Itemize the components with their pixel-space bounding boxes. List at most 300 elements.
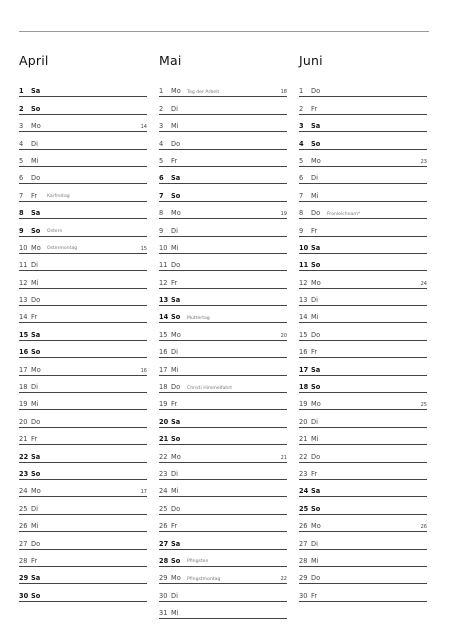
day-row — [19, 115, 147, 132]
day-number: 7 — [159, 191, 164, 200]
weekday-label: So — [31, 469, 41, 478]
day-number: 8 — [299, 209, 304, 218]
day-row — [299, 480, 427, 497]
weekday-label: Di — [31, 383, 38, 392]
holiday-label: Muttertag — [187, 315, 210, 321]
day-row — [19, 323, 147, 340]
day-row — [19, 202, 147, 219]
day-row — [19, 428, 147, 445]
day-row — [299, 393, 427, 410]
weekday-label: Do — [31, 539, 41, 548]
holiday-label: Karfreitag — [47, 194, 70, 200]
weekday-label: Sa — [31, 209, 41, 218]
day-number: 9 — [19, 226, 24, 235]
day-row — [19, 410, 147, 427]
weekday-label: Di — [171, 348, 178, 357]
day-number: 16 — [19, 348, 29, 357]
day-number: 21 — [299, 435, 308, 444]
day-number: 23 — [299, 469, 308, 478]
day-row — [299, 463, 427, 480]
day-number: 30 — [299, 591, 308, 600]
day-row — [299, 132, 427, 149]
weekday-label: Di — [171, 226, 178, 235]
day-row — [159, 115, 287, 132]
day-number: 25 — [19, 504, 28, 513]
day-row — [159, 97, 287, 114]
day-number: 16 — [299, 348, 308, 357]
day-row — [19, 358, 147, 375]
month-column-april — [19, 52, 147, 602]
day-number: 8 — [159, 209, 164, 218]
day-number: 21 — [19, 435, 28, 444]
weekday-label: Fr — [311, 348, 318, 357]
day-number: 15 — [19, 330, 29, 339]
day-number: 13 — [159, 296, 169, 305]
weekday-label: Di — [31, 504, 38, 513]
weekday-label: Fr — [171, 400, 178, 409]
week-number: 16 — [140, 367, 147, 374]
week-number: 20 — [280, 332, 287, 339]
day-row — [299, 323, 427, 340]
day-row — [19, 237, 147, 254]
weekday-label: So — [31, 591, 41, 600]
day-number: 31 — [159, 609, 168, 618]
weekday-label: Mo — [171, 452, 181, 461]
day-row — [299, 341, 427, 358]
day-list — [19, 80, 147, 602]
day-row — [159, 289, 287, 306]
day-row — [299, 289, 427, 306]
weekday-label: Fr — [171, 522, 178, 531]
day-row — [299, 497, 427, 514]
weekday-label: Sa — [31, 87, 41, 96]
weekday-label: Sa — [311, 243, 321, 252]
day-number: 18 — [159, 383, 168, 392]
weekday-label: Fr — [311, 591, 318, 600]
day-number: 9 — [159, 226, 164, 235]
week-number: 18 — [280, 89, 287, 96]
day-row — [19, 80, 147, 97]
weekday-label: So — [311, 504, 321, 513]
day-row — [19, 567, 147, 584]
day-row — [19, 515, 147, 532]
day-number: 17 — [19, 365, 28, 374]
week-number: 17 — [140, 489, 147, 496]
week-number: 14 — [140, 124, 147, 131]
day-row — [159, 532, 287, 549]
weekday-label: Sa — [171, 296, 181, 305]
day-number: 20 — [299, 417, 308, 426]
week-number: 21 — [280, 454, 287, 461]
day-number: 14 — [299, 313, 308, 322]
day-number: 11 — [19, 261, 28, 270]
weekday-label: Mo — [171, 87, 181, 96]
weekday-label: So — [31, 104, 41, 113]
day-row — [19, 132, 147, 149]
weekday-label: Mo — [171, 330, 181, 339]
holiday-label: Ostern — [47, 229, 63, 235]
holiday-label: Fronleichnam* — [327, 211, 361, 217]
day-row — [19, 184, 147, 201]
day-row — [299, 358, 427, 375]
weekday-label: Mi — [31, 156, 39, 165]
day-row — [159, 219, 287, 236]
day-number: 2 — [159, 104, 164, 113]
day-row — [159, 271, 287, 288]
top-rule — [19, 31, 429, 32]
day-number: 3 — [19, 122, 24, 131]
weekday-label: Do — [31, 174, 41, 183]
day-number: 30 — [159, 591, 168, 600]
day-number: 7 — [19, 191, 24, 200]
day-number: 23 — [19, 469, 29, 478]
weekday-label: Do — [31, 296, 41, 305]
day-row — [159, 393, 287, 410]
day-number: 24 — [159, 487, 168, 496]
weekday-label: Mo — [31, 122, 41, 131]
day-row — [299, 237, 427, 254]
day-row — [19, 150, 147, 167]
day-list — [159, 80, 287, 619]
day-row — [159, 497, 287, 514]
weekday-label: Do — [171, 261, 181, 270]
day-number: 19 — [299, 400, 308, 409]
day-row — [159, 306, 287, 323]
weekday-label: Sa — [171, 174, 181, 183]
weekday-label: Mi — [311, 313, 319, 322]
weekday-label: Do — [311, 87, 321, 96]
day-number: 29 — [299, 574, 308, 583]
day-number: 25 — [299, 504, 309, 513]
week-number: 26 — [420, 524, 427, 531]
weekday-label: Mi — [171, 609, 179, 618]
day-number: 24 — [19, 487, 28, 496]
weekday-label: Mi — [171, 122, 179, 131]
weekday-label: Do — [311, 574, 321, 583]
day-row — [19, 97, 147, 114]
day-row — [159, 515, 287, 532]
day-number: 7 — [299, 191, 304, 200]
day-number: 2 — [19, 104, 24, 113]
day-number: 15 — [159, 330, 168, 339]
day-row — [19, 480, 147, 497]
month-title: Mai — [159, 53, 182, 68]
day-row — [159, 376, 287, 393]
day-row — [299, 254, 427, 271]
day-row — [159, 254, 287, 271]
day-number: 25 — [159, 504, 168, 513]
day-number: 17 — [159, 365, 168, 374]
day-number: 10 — [299, 243, 309, 252]
day-row — [299, 410, 427, 427]
day-number: 11 — [159, 261, 168, 270]
day-row — [159, 602, 287, 619]
day-number: 30 — [19, 591, 29, 600]
week-number: 23 — [420, 158, 427, 165]
holiday-label: Tag der Arbeit — [187, 89, 220, 95]
day-row — [159, 80, 287, 97]
day-number: 4 — [159, 139, 164, 148]
day-row — [159, 202, 287, 219]
day-number: 22 — [299, 452, 308, 461]
day-row — [159, 323, 287, 340]
day-row — [299, 150, 427, 167]
weekday-label: Mo — [171, 574, 181, 583]
day-number: 3 — [299, 122, 304, 131]
day-number: 8 — [19, 209, 24, 218]
day-row — [159, 445, 287, 462]
day-number: 29 — [19, 574, 29, 583]
weekday-label: Fr — [311, 104, 318, 113]
weekday-label: Di — [171, 591, 178, 600]
month-title: Juni — [299, 53, 323, 68]
week-number: 24 — [420, 280, 427, 287]
weekday-label: Sa — [311, 487, 321, 496]
day-number: 22 — [159, 452, 168, 461]
weekday-label: Di — [31, 261, 38, 270]
weekday-label: Sa — [31, 330, 41, 339]
day-number: 28 — [299, 556, 308, 565]
day-row — [19, 306, 147, 323]
day-number: 1 — [159, 87, 164, 96]
day-row — [299, 219, 427, 236]
day-number: 15 — [299, 330, 308, 339]
day-number: 12 — [159, 278, 168, 287]
day-row — [299, 532, 427, 549]
day-row — [299, 97, 427, 114]
weekday-label: Fr — [311, 469, 318, 478]
day-number: 2 — [299, 104, 304, 113]
day-number: 1 — [19, 87, 24, 96]
day-row — [19, 219, 147, 236]
day-row — [159, 150, 287, 167]
day-row — [19, 167, 147, 184]
day-row — [159, 567, 287, 584]
weekday-label: Mi — [31, 278, 39, 287]
weekday-label: Mi — [171, 487, 179, 496]
day-number: 5 — [159, 156, 164, 165]
day-number: 26 — [19, 522, 28, 531]
day-number: 18 — [299, 383, 309, 392]
day-number: 13 — [299, 296, 308, 305]
day-row — [19, 445, 147, 462]
day-number: 5 — [299, 156, 304, 165]
day-row — [159, 358, 287, 375]
weekday-label: Sa — [31, 452, 41, 461]
day-number: 27 — [19, 539, 28, 548]
day-row — [299, 271, 427, 288]
day-number: 24 — [299, 487, 309, 496]
day-number: 6 — [299, 174, 304, 183]
weekday-label: Fr — [31, 191, 38, 200]
weekday-label: So — [31, 226, 41, 235]
weekday-label: So — [171, 191, 181, 200]
day-row — [159, 584, 287, 601]
weekday-label: Mo — [31, 487, 41, 496]
day-row — [299, 515, 427, 532]
weekday-label: Do — [311, 209, 321, 218]
day-number: 26 — [299, 522, 308, 531]
weekday-label: Do — [171, 383, 181, 392]
day-row — [159, 480, 287, 497]
day-number: 21 — [159, 435, 169, 444]
weekday-label: Do — [171, 139, 181, 148]
day-number: 20 — [159, 417, 169, 426]
day-row — [19, 271, 147, 288]
day-row — [159, 184, 287, 201]
day-row — [299, 567, 427, 584]
day-row — [159, 463, 287, 480]
day-number: 4 — [299, 139, 304, 148]
day-row — [19, 497, 147, 514]
weekday-label: Mo — [311, 278, 321, 287]
weekday-label: Do — [171, 504, 181, 513]
day-number: 28 — [159, 556, 169, 565]
day-row — [159, 167, 287, 184]
weekday-label: Di — [171, 104, 178, 113]
day-number: 19 — [159, 400, 168, 409]
weekday-label: Mi — [31, 400, 39, 409]
weekday-label: So — [171, 556, 181, 565]
day-number: 9 — [299, 226, 304, 235]
day-number: 12 — [19, 278, 28, 287]
day-number: 28 — [19, 556, 28, 565]
day-row — [19, 463, 147, 480]
day-number: 14 — [19, 313, 28, 322]
holiday-label: Pfingsten — [187, 559, 209, 565]
day-number: 17 — [299, 365, 309, 374]
weekday-label: Do — [311, 452, 321, 461]
holiday-label: Ostermontag — [47, 246, 78, 252]
day-list — [299, 80, 427, 602]
month-title: April — [19, 53, 49, 68]
weekday-label: Sa — [171, 539, 181, 548]
day-row — [299, 584, 427, 601]
weekday-label: Mo — [31, 243, 41, 252]
day-number: 23 — [159, 469, 168, 478]
weekday-label: So — [311, 383, 321, 392]
day-number: 6 — [19, 174, 24, 183]
weekday-label: Fr — [171, 156, 178, 165]
weekday-label: Mo — [171, 209, 181, 218]
day-number: 11 — [299, 261, 309, 270]
weekday-label: Sa — [31, 574, 41, 583]
day-row — [299, 428, 427, 445]
day-number: 22 — [19, 452, 29, 461]
day-row — [19, 393, 147, 410]
day-number: 5 — [19, 156, 24, 165]
day-row — [19, 341, 147, 358]
weekday-label: Do — [311, 330, 321, 339]
weekday-label: Di — [311, 296, 318, 305]
weekday-label: Mi — [311, 191, 319, 200]
day-row — [19, 376, 147, 393]
weekday-label: Di — [311, 174, 318, 183]
day-number: 13 — [19, 296, 28, 305]
day-number: 3 — [159, 122, 164, 131]
weekday-label: Mo — [311, 400, 321, 409]
weekday-label: Di — [31, 139, 38, 148]
weekday-label: So — [171, 313, 181, 322]
day-number: 16 — [159, 348, 168, 357]
day-number: 10 — [159, 243, 168, 252]
day-row — [19, 289, 147, 306]
weekday-label: Fr — [31, 556, 38, 565]
day-number: 26 — [159, 522, 168, 531]
weekday-label: Fr — [171, 278, 178, 287]
day-number: 1 — [299, 87, 304, 96]
weekday-label: Sa — [171, 417, 181, 426]
weekday-label: Mi — [171, 243, 179, 252]
weekday-label: Mo — [311, 522, 321, 531]
day-number: 12 — [299, 278, 308, 287]
day-row — [299, 202, 427, 219]
weekday-label: Mi — [31, 522, 39, 531]
weekday-label: So — [311, 261, 321, 270]
weekday-label: Mi — [311, 435, 319, 444]
week-number: 19 — [280, 211, 287, 218]
weekday-label: Mi — [171, 365, 179, 374]
weekday-label: Di — [171, 469, 178, 478]
holiday-label: Christi Himmelfahrt — [187, 385, 233, 391]
day-number: 27 — [299, 539, 308, 548]
weekday-label: Di — [311, 417, 318, 426]
day-row — [299, 306, 427, 323]
weekday-label: Mi — [311, 556, 319, 565]
day-row — [299, 80, 427, 97]
weekday-label: Fr — [31, 313, 38, 322]
day-row — [159, 132, 287, 149]
week-number: 22 — [280, 576, 287, 583]
day-row — [19, 550, 147, 567]
weekday-label: So — [31, 348, 41, 357]
weekday-label: Mo — [31, 365, 41, 374]
day-number: 19 — [19, 400, 28, 409]
day-row — [159, 410, 287, 427]
weekday-label: Di — [311, 539, 318, 548]
day-row — [159, 341, 287, 358]
day-number: 20 — [19, 417, 28, 426]
weekday-label: So — [311, 139, 321, 148]
day-row — [19, 254, 147, 271]
month-column-juni — [299, 52, 427, 602]
weekday-label: Fr — [311, 226, 318, 235]
weekday-label: Sa — [311, 122, 321, 131]
month-column-mai — [159, 52, 287, 619]
day-row — [159, 237, 287, 254]
day-row — [19, 584, 147, 601]
day-row — [159, 550, 287, 567]
day-number: 4 — [19, 139, 24, 148]
day-row — [299, 445, 427, 462]
day-number: 29 — [159, 574, 168, 583]
weekday-label: Mo — [311, 156, 321, 165]
weekday-label: Do — [31, 417, 41, 426]
day-row — [299, 550, 427, 567]
day-number: 14 — [159, 313, 169, 322]
day-row — [299, 115, 427, 132]
day-number: 18 — [19, 383, 28, 392]
day-row — [299, 167, 427, 184]
day-row — [159, 428, 287, 445]
weekday-label: Fr — [31, 435, 38, 444]
holiday-label: Pfingstmontag — [187, 576, 221, 582]
day-number: 10 — [19, 243, 28, 252]
day-row — [19, 532, 147, 549]
week-number: 25 — [420, 402, 427, 409]
day-number: 27 — [159, 539, 169, 548]
weekday-label: So — [171, 435, 181, 444]
